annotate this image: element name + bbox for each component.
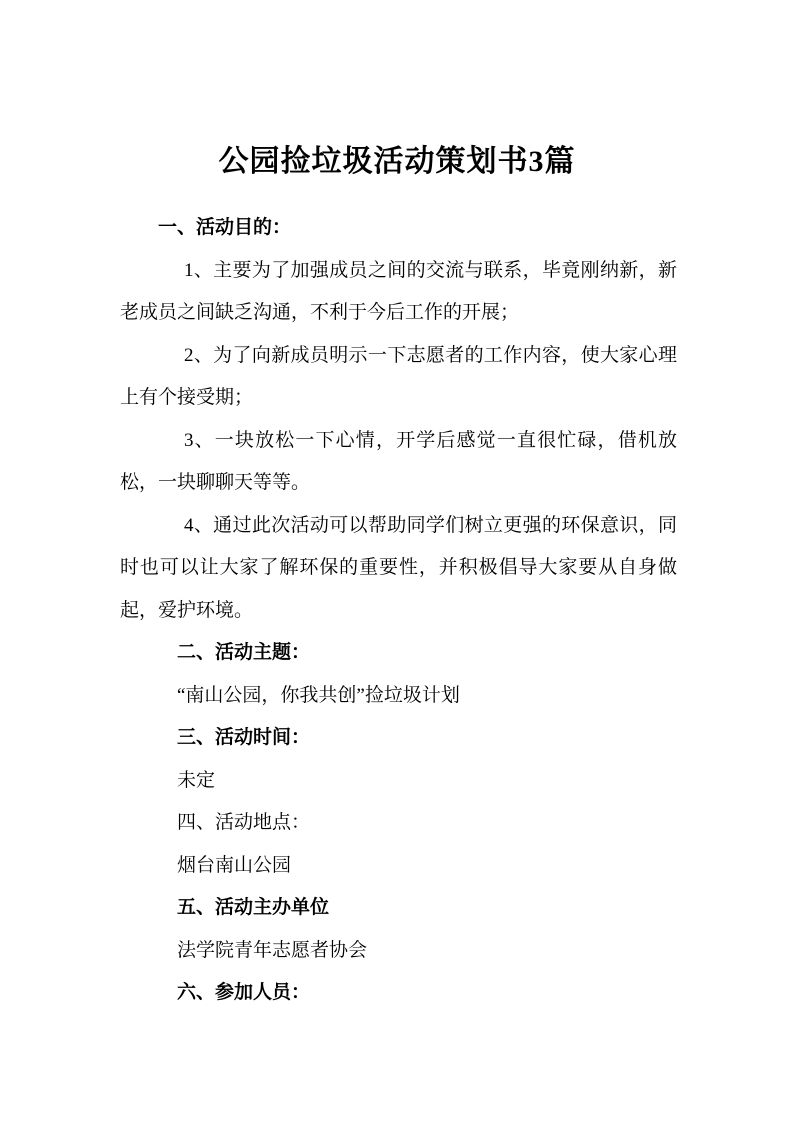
section-content-organizer: 法学院青年志愿者协会 [177, 939, 368, 961]
section-heading-participants: 六、参加人员： [177, 982, 311, 1003]
section-content-time: 未定 [177, 769, 216, 791]
numbered-paragraph-2: 2、为了向新成员明示一下志愿者的工作内容，使大家心理上有个接受期； [120, 344, 677, 408]
document-title: 公园捡垃圾活动策划书3篇 [218, 145, 576, 178]
section-heading-activity-theme: 二、活动主题： [177, 642, 311, 663]
section-heading-activity-purpose: 一、活动目的： [158, 217, 292, 238]
section-content-theme: “南山公园，你我共创”捡垃圾计划 [177, 684, 460, 706]
document-body [120, 207, 677, 1015]
section-content-location: 烟台南山公园 [177, 854, 292, 876]
section-heading-organizer: 五、活动主办单位 [177, 897, 330, 918]
numbered-paragraph-4: 4、通过此次活动可以帮助同学们树立更强的环保意识，同时也可以让大家了解环保的重要性，并积极倡导大家要从自身做起，爱护环境。 [120, 514, 677, 621]
section-heading-activity-time: 三、活动时间： [177, 727, 311, 748]
section-heading-activity-location: 四、活动地点： [177, 812, 311, 833]
numbered-paragraph-1: 1、主要为了加强成员之间的交流与联系，毕竟刚纳新，新老成员之间缺乏沟通，不利于今后工作的开展； [120, 259, 677, 323]
numbered-paragraph-3: 3、一块放松一下心情，开学后感觉一直很忙碌，借机放松，一块聊聊天等等。 [120, 429, 677, 493]
